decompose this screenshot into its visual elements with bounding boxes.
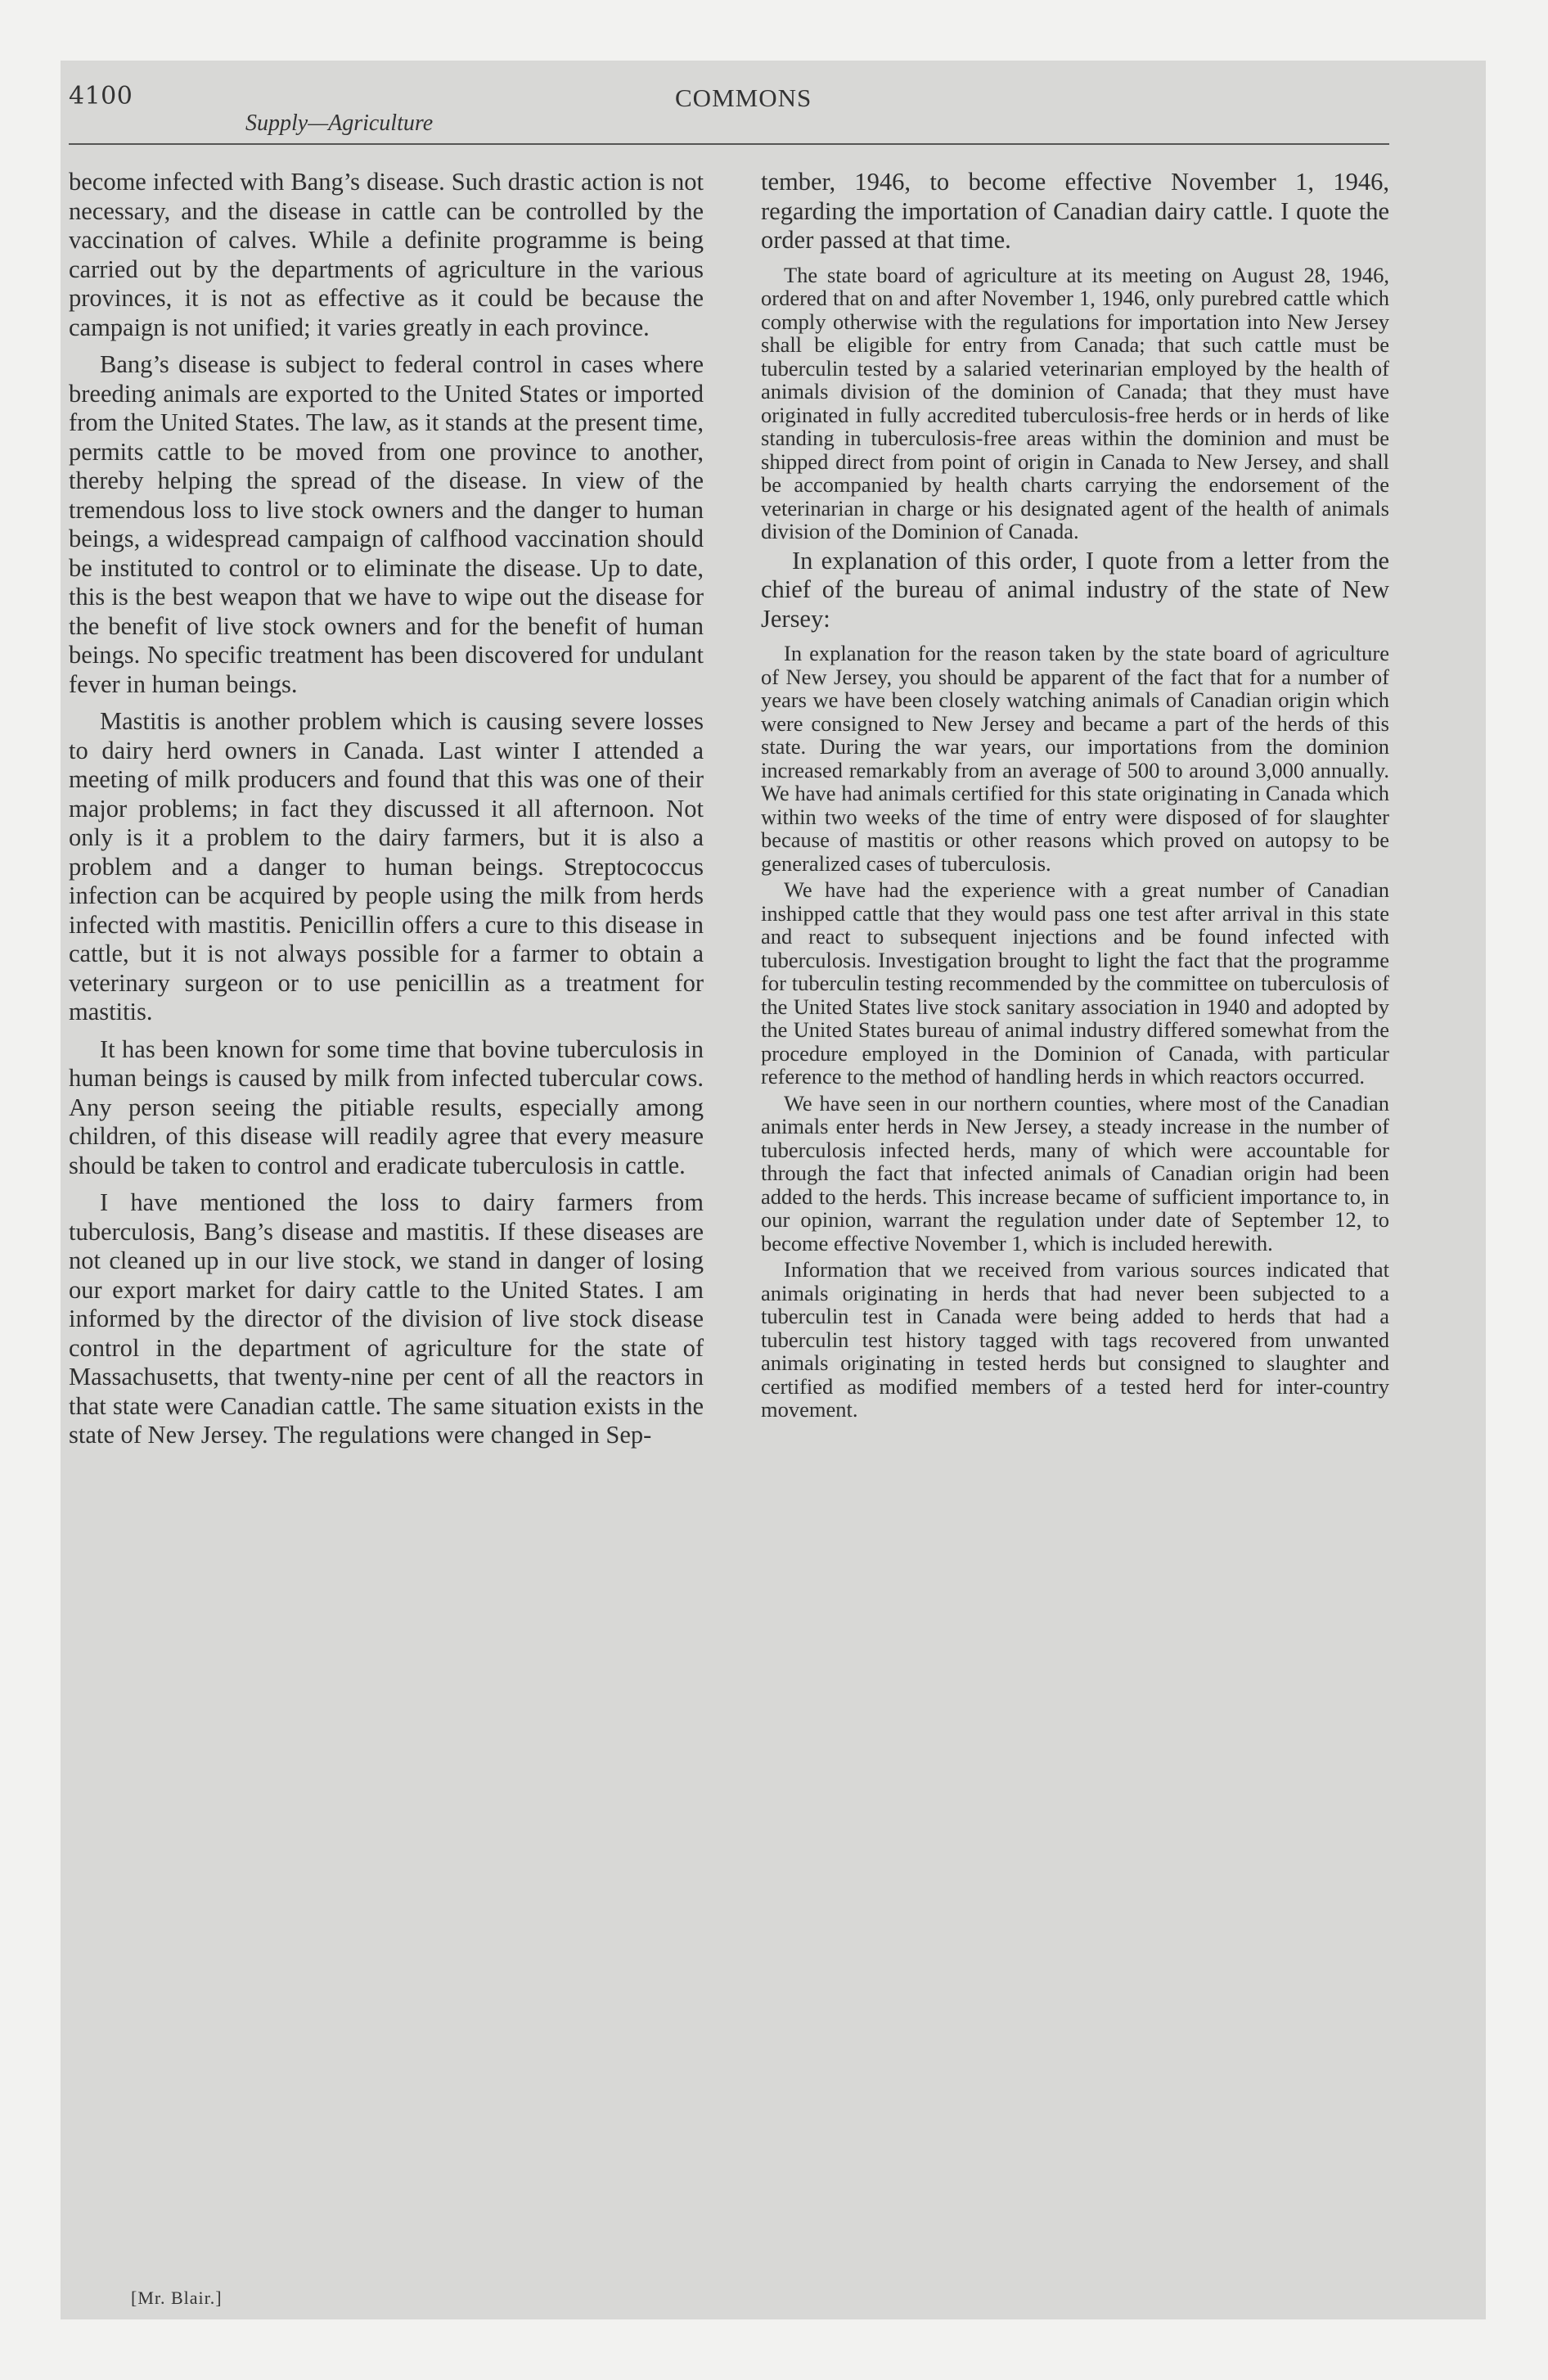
paragraph: In explanation of this order, I quote from a letter from the chief of the bureau of animal industry of the state of New Jersey: xyxy=(761,546,1389,633)
speaker-note: [Mr. Blair.] xyxy=(131,2288,223,2308)
block-quote xyxy=(761,642,1389,1422)
paragraph: I have mentioned the loss to dairy farmers from tuberculosis, Bang’s disease and mastitis. If these diseases are not cleaned up in our live stock, we stand in danger of losing our export market for dairy cattle to the United States. I am informed by the director of the division of live stock disease control in the department of agriculture for the state of Massachusetts, that twenty-nine per cent of all the reactors in that state were Canadian cattle. The same situation exists in the state of New Jersey. The regulations were changed in Sep- xyxy=(69,1188,704,1449)
quote-paragraph: In explanation for the reason taken by the state board of agriculture of New Jersey, you should be apparent of the fact that for a number of years we have been closely watching animals of Canadian origin which were consigned to New Jersey and became a part of the herds of this state. During the war years, our importations from the dominion increased remarkably from an average of 500 to around 3,000 annually. We have had animals certified for this state originating in Canada which within two weeks of the time of entry were disposed of for slaughter because of mastitis or other reasons which proved on autopsy to be generalized cases of tuberculosis. xyxy=(761,641,1389,876)
quote-paragraph: We have had the experience with a great number of Canadian inshipped cattle that they would pass one test after arrival in this state and react to subsequent injections and be found infected with tuberculosis. Investigation brought to light the fact that the programme for tuberculin testing recommended by the committee on tuberculosis of the United States live stock sanitary association in 1940 and adopted by the United States bureau of animal industry differed somewhat from the procedure employed in the Dominion of Canada, with particular reference to the method of handling herds in which reactors occurred. xyxy=(761,877,1389,1089)
paragraph: tember, 1946, to become effective November 1, 1946, regarding the importation of Canadian dairy cattle. I quote the order passed at that time. xyxy=(761,168,1389,254)
quote-paragraph: The state board of agriculture at its meeting on August 28, 1946, ordered that on and after November 1, 1946, only purebred cattle which comply otherwise with the regulations for importation into New Jersey shall be eligible for entry from Canada; that such cattle must be tuberculin tested by a salaried veterinarian employed by the health of animals division of the dominion of Canada; that they must have originated in fully accredited tuberculosis-free herds or in herds of like standing in tuberculosis-free areas within the dominion and must be shipped direct from point of origin in Canada to New Jersey, and shall be accompanied by health charts carrying the endorsement of the veterinarian in charge or his designated agent of the health of animals division of the Dominion of Canada. xyxy=(761,262,1389,543)
right-column xyxy=(761,168,1389,1425)
quote-paragraph: We have seen in our northern counties, where most of the Canadian animals enter herds in New Jersey, a steady increase in the number of tuberculosis infected herds, many of which were accountable for through the fact that infected animals of Canadian origin had been added to the herds. This increase became of sufficient importance to, in our opinion, warrant the regulation under date of September 12, to become effective November 1, which is included herewith. xyxy=(761,1090,1389,1255)
quote-paragraph: Information that we received from various sources indicated that animals originating in herds that had never been subjected to a tuberculin test in Canada were being added to herds that had a tuberculin test history tagged with tags recovered from unwanted animals originating in tested herds but consigned to slaughter and certified as modified members of a tested herd for inter-country movement. xyxy=(761,1257,1389,1422)
page-number: 4100 xyxy=(69,82,133,110)
page-title: COMMONS xyxy=(675,83,812,112)
left-column xyxy=(69,168,704,1458)
section-heading: Supply—Agriculture xyxy=(245,110,434,136)
header-rule xyxy=(69,143,1389,145)
paragraph: Bang’s disease is subject to federal control in cases where breeding animals are exported to the United States or imported from the United States. The law, as it stands at the present time, permits cattle to be moved from one province to another, thereby helping the spread of the disease. In view of the tremendous loss to live stock owners and the danger to human beings, a widespread campaign of calfhood vaccination should be instituted to control or to eliminate the disease. Up to date, this is the best weapon that we have to wipe out the disease for the benefit of live stock owners and for the benefit of human beings. No specific treatment has been discovered for undulant fever in human beings. xyxy=(69,350,704,698)
paragraph: Mastitis is another problem which is causing severe losses to dairy herd owners in Canada. Last winter I attended a meeting of milk producers and found that this was one of their major problems; in fact they discussed it all afternoon. Not only is it a problem to the dairy farmers, but it is also a problem and a danger to human beings. Streptococcus infection can be acquired by people using the milk from herds infected with mastitis. Penicillin offers a cure to this disease in cattle, but it is not always possible for a farmer to obtain a veterinary surgeon or to use penicillin as a treatment for mastitis. xyxy=(69,707,704,1025)
paragraph: It has been known for some time that bovine tuberculosis in human beings is caused by milk from infected tubercular cows. Any person seeing the pitiable results, especially among children, of this disease will readily agree that every measure should be taken to control and eradicate tuberculosis in cattle. xyxy=(69,1034,704,1179)
paragraph: become infected with Bang’s disease. Such drastic action is not necessary, and the disease in cattle can be controlled by the vaccination of calves. While a definite programme is being carried out by the departments of agriculture in the various provinces, it is not as effective as it could be because the campaign is not unified; it varies greatly in each province. xyxy=(69,168,704,341)
block-quote xyxy=(761,264,1389,543)
